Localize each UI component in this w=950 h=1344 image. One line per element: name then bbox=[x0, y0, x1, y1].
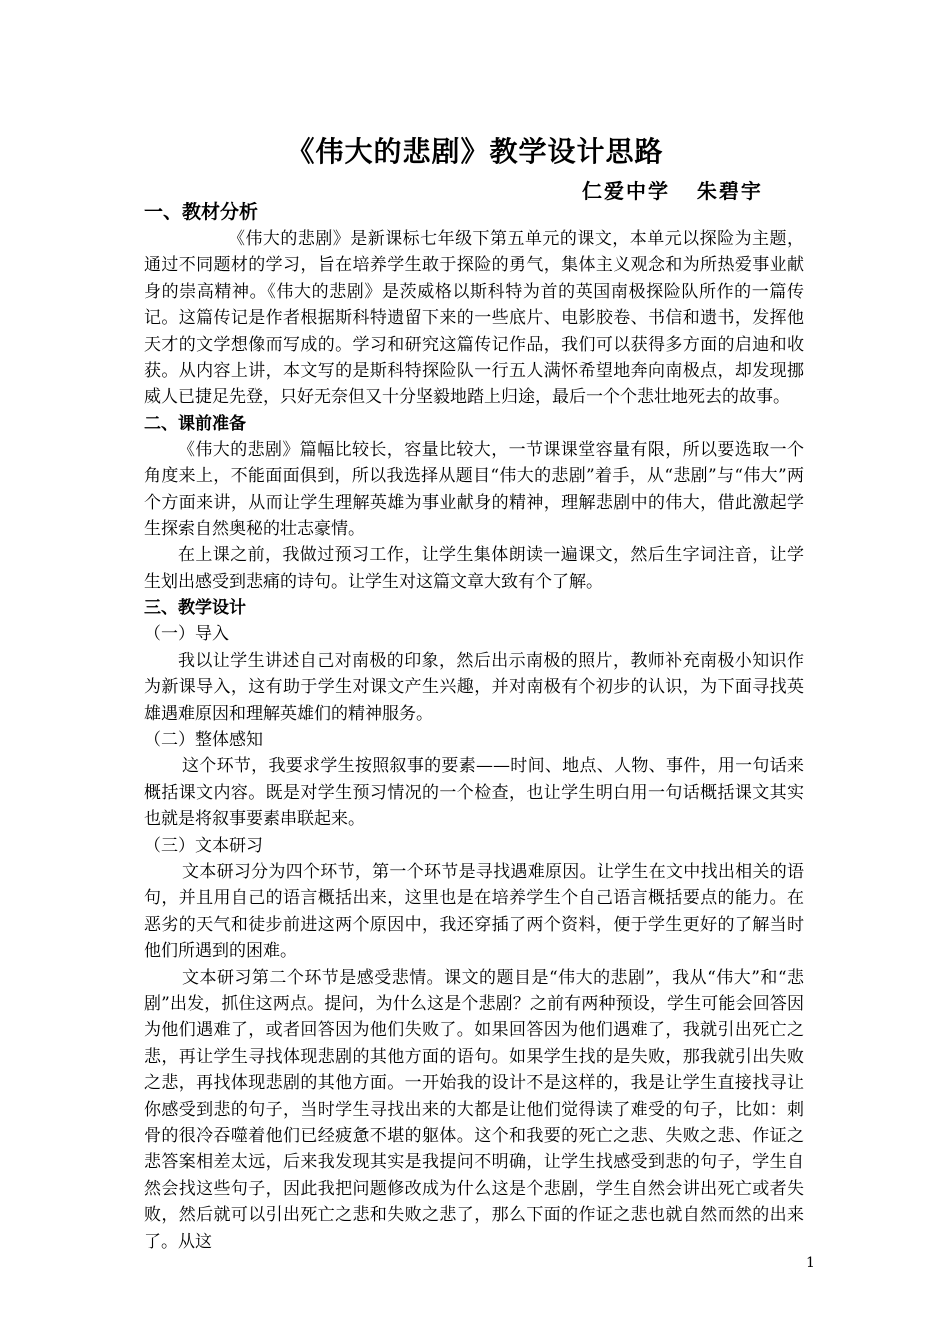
paragraph: 这个环节，我要求学生按照叙事的要素——时间、地点、人物、事件，用一句话来概括课文内容。既是对学生预习情况的一个检查，也让学生明白用一句话概括课文其实也就是将叙事要素串联起来。 bbox=[144, 756, 804, 830]
paragraph: 文本研习分为四个环节，第一个环节是寻找遇难原因。让学生在文中找出相关的语句，并且用自己的语言概括出来，这里也是在培养学生个自己语言概括要点的能力。在恶劣的天气和徒步前进这两个原因中，我还穿插了两个资料，便于学生更好的了解当时他们所遇到的困难。 bbox=[144, 861, 804, 962]
subsection-heading-overall-perception: （二）整体感知 bbox=[144, 729, 263, 750]
section-heading-preparation: 二、课前准备 bbox=[144, 413, 246, 434]
paragraph: 在上课之前，我做过预习工作，让学生集体朗读一遍课文，然后生字词注音，让学生划出感受到悲痛的诗句。让学生对这篇文章大致有个了解。 bbox=[144, 545, 804, 592]
subsection-heading-text-study: （三）文本研习 bbox=[144, 835, 263, 856]
document-title: 《伟大的悲剧》教学设计思路 bbox=[286, 135, 664, 168]
section-heading-teaching-design: 三、教学设计 bbox=[144, 598, 246, 619]
page-number: 1 bbox=[806, 1255, 815, 1271]
paragraph: 《伟大的悲剧》篇幅比较长，容量比较大，一节课课堂容量有限，所以要选取一个角度来上，不能面面俱到，所以我选择从题目“伟大的悲剧”着手，从“悲剧”与“伟大”两个方面来讲，从而让学生理解英雄为事业献身的精神，理解悲剧中的伟大，借此激起学生探索自然奥秘的壮志豪情。 bbox=[144, 439, 804, 540]
author-line: 仁爱中学 朱碧宇 bbox=[582, 179, 763, 203]
paragraph: 《伟大的悲剧》是新课标七年级下第五单元的课文，本单元以探险为主题，通过不同题材的学习，旨在培养学生敢于探险的勇气，集体主义观念和为所热爱事业献身的崇高精神。《伟大的悲剧》是茨威格以斯科特为首的英国南极探险队所作的一篇传记。这篇传记是作者根据斯科特遗留下来的一些底片、电影胶卷、书信和遗书，发挥他天才的文学想像而写成的。学习和研究这篇传记作品，我们可以获得多方面的启迪和收获。从内容上讲，本文写的是斯科特探险队一行五人满怀希望地奔向南极点，却发现挪威人已捷足先登，只好无奈但又十分坚毅地踏上归途，最后一个个悲壮地死去的故事。 bbox=[144, 229, 804, 408]
document-body bbox=[144, 198, 804, 1255]
section-heading-textbook-analysis: 一、教材分析 bbox=[144, 201, 259, 223]
paragraph: 文本研习第二个环节是感受悲情。课文的题目是“伟大的悲剧”，我从“伟大”和“悲剧”出发，抓住这两点。提问，为什么这是个悲剧？之前有两种预设，学生可能会回答因为他们遇难了，或者回答因为他们失败了。如果回答因为他们遇难了，我就引出死亡之悲，再让学生寻找体现悲剧的其他方面的语句。如果学生找的是失败，那我就引出失败之悲，再找体现悲剧的其他方面。一开始我的设计不是这样的，我是让学生直接找寻让你感受到悲的句子，当时学生寻找出来的大都是让他们觉得读了难受的句子，比如：刺骨的很冷吞噬着他们已经疲惫不堪的躯体。这个和我要的死亡之悲、失败之悲、作证之悲答案相差太远，后来我发现其实是我提问不明确，让学生找感受到悲的句子，学生自然会找这些句子，因此我把问题修改成为什么这是个悲剧，学生自然会讲出死亡或者失败，然后就可以引出死亡之悲和失败之悲了，那么下面的作证之悲也就自然而然的出来了。从这 bbox=[144, 967, 804, 1252]
paragraph: 我以让学生讲述自己对南极的印象，然后出示南极的照片，教师补充南极小知识作为新课导入，这有助于学生对课文产生兴趣，并对南极有个初步的认识，为下面寻找英雄遇难原因和理解英雄们的精神服务。 bbox=[144, 650, 804, 724]
subsection-heading-introduction: （一）导入 bbox=[144, 624, 229, 645]
